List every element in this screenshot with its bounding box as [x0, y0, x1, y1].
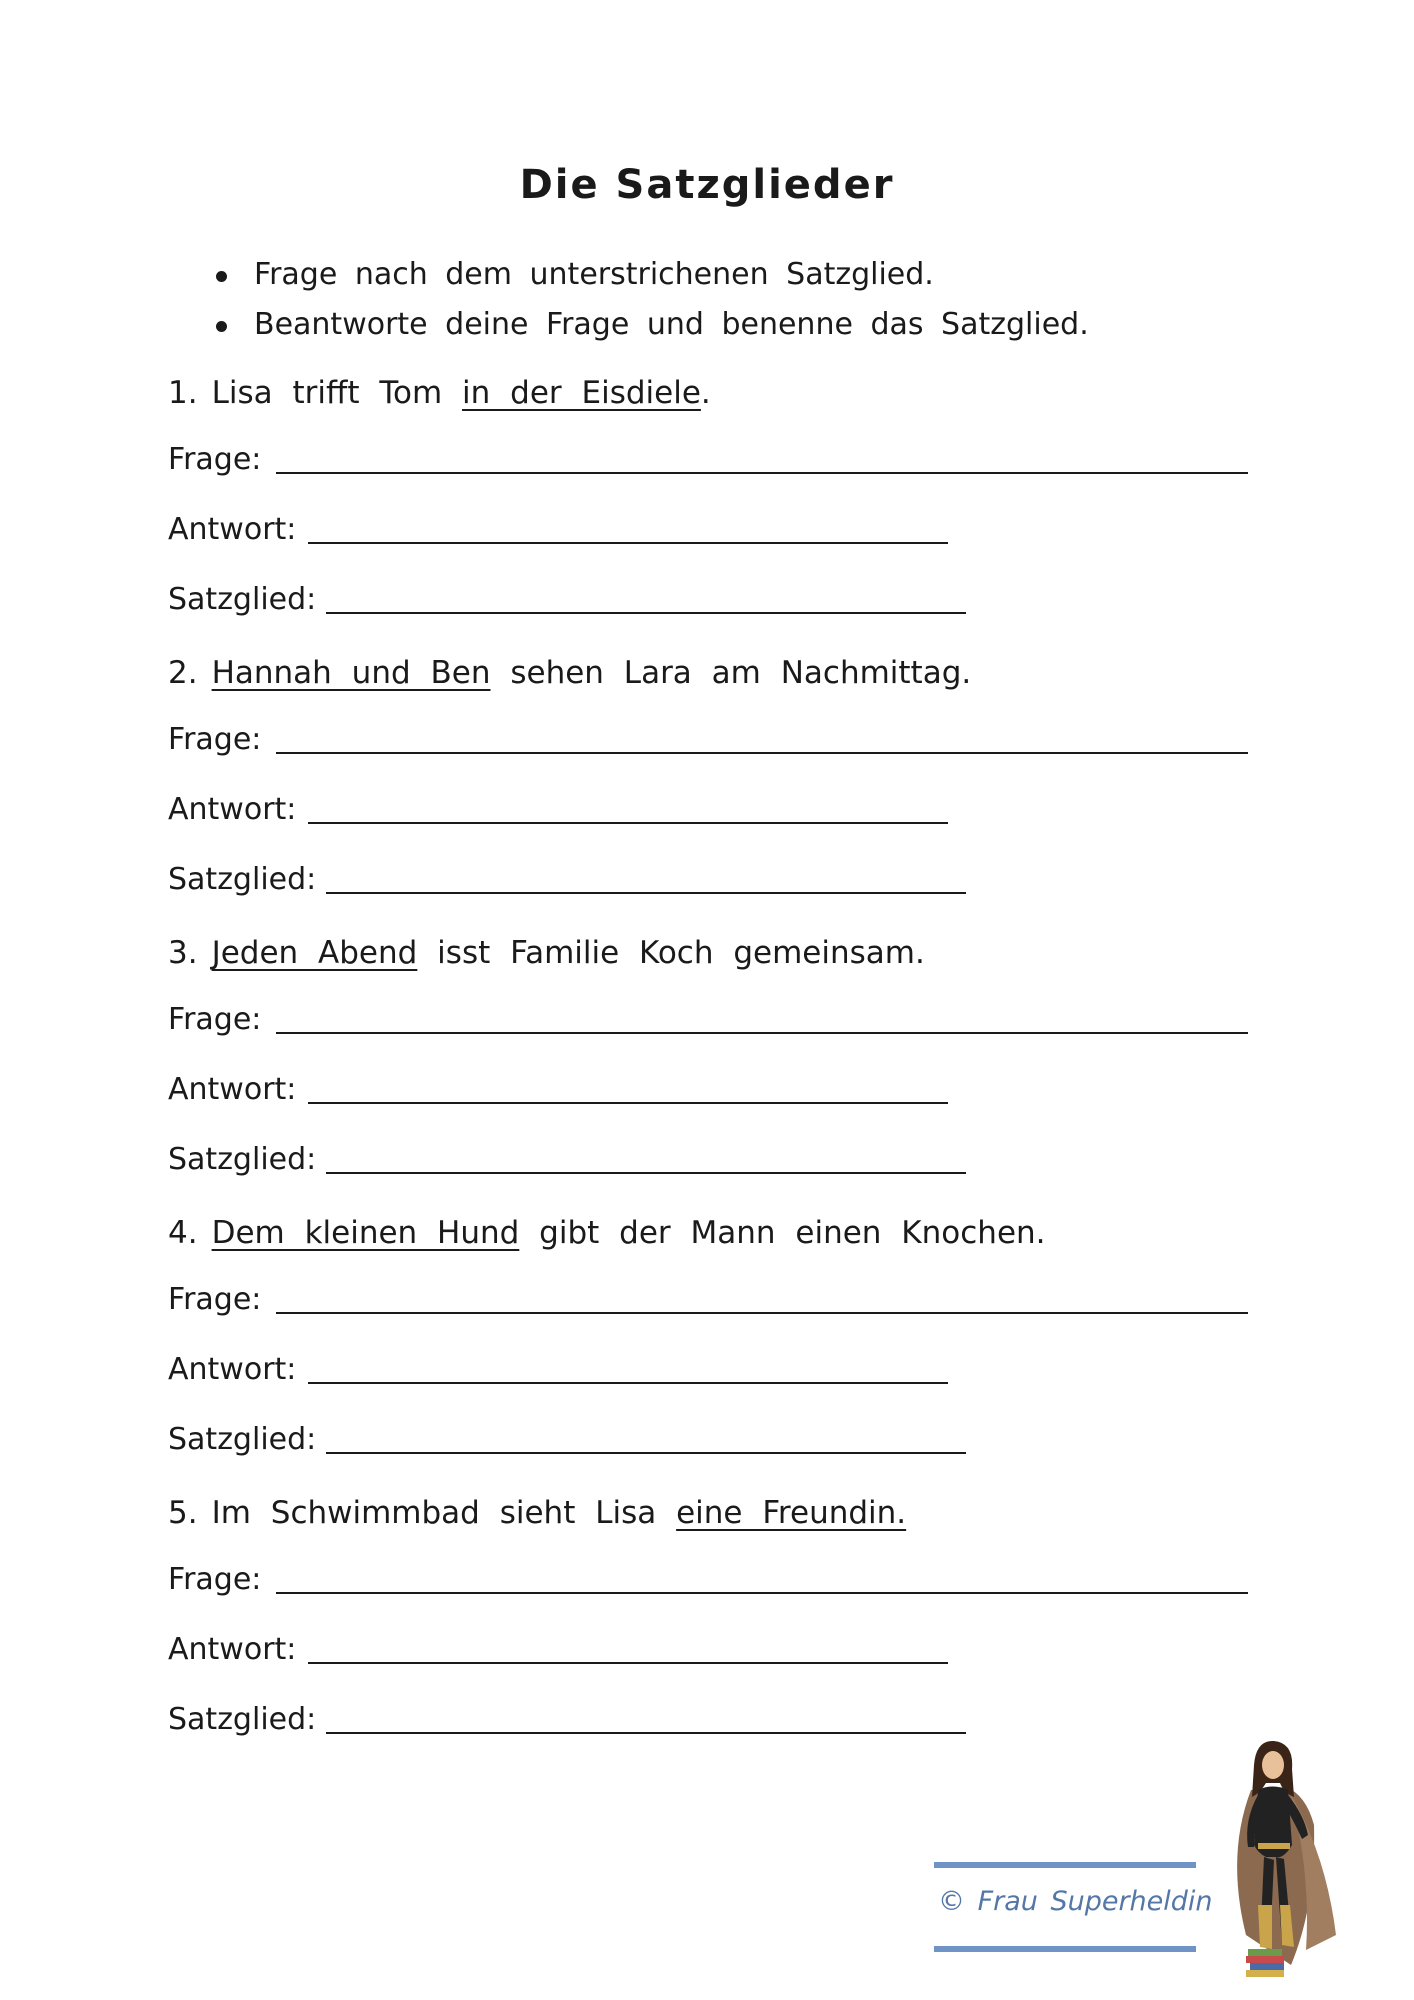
antwort-field[interactable]	[168, 1608, 1268, 1678]
antwort-label: Antwort:	[168, 512, 297, 547]
frage-answer-line[interactable]	[276, 1032, 1248, 1034]
task-sentence	[168, 928, 1268, 978]
underlined-phrase: Jeden Abend	[211, 935, 418, 971]
task-2	[168, 648, 1268, 908]
task-number: 1.	[168, 375, 198, 411]
underlined-phrase: Hannah und Ben	[211, 655, 491, 691]
antwort-label: Antwort:	[168, 1072, 297, 1107]
frage-label: Frage:	[168, 1562, 262, 1597]
frage-field[interactable]	[168, 698, 1268, 768]
antwort-label: Antwort:	[168, 792, 297, 827]
sentence-text: Lisa trifft Tom	[211, 375, 463, 411]
sentence-text: gibt der Mann einen Knochen.	[519, 1215, 1046, 1251]
antwort-answer-line[interactable]	[308, 822, 948, 824]
frage-field[interactable]	[168, 978, 1268, 1048]
satzglied-answer-line[interactable]	[326, 1452, 966, 1454]
accent-bar	[934, 1862, 1196, 1868]
frage-label: Frage:	[168, 1282, 262, 1317]
superheroine-illustration	[1196, 1735, 1346, 1985]
instruction-list	[210, 250, 1089, 350]
satzglied-label: Satzglied:	[168, 1142, 317, 1177]
frage-answer-line[interactable]	[276, 1312, 1248, 1314]
task-number: 3.	[168, 935, 198, 971]
satzglied-field[interactable]	[168, 558, 1268, 628]
frage-label: Frage:	[168, 722, 262, 757]
satzglied-answer-line[interactable]	[326, 892, 966, 894]
instruction-item: Frage nach dem unterstrichenen Satzglied.	[210, 250, 1089, 300]
antwort-answer-line[interactable]	[308, 1662, 948, 1664]
antwort-field[interactable]	[168, 768, 1268, 838]
sentence-text: sehen Lara am Nachmittag.	[490, 655, 972, 691]
instruction-item: Beantworte deine Frage und benenne das Satzglied.	[210, 300, 1089, 350]
sentence-text: Im Schwimmbad sieht Lisa	[211, 1495, 677, 1531]
satzglied-field[interactable]	[168, 838, 1268, 908]
sentence-text: .	[700, 375, 711, 411]
task-5	[168, 1488, 1268, 1748]
satzglied-field[interactable]	[168, 1118, 1268, 1188]
copyright-text: © Frau Superheldin	[938, 1886, 1213, 1917]
frage-answer-line[interactable]	[276, 1592, 1248, 1594]
task-3	[168, 928, 1268, 1188]
task-sentence	[168, 368, 1268, 418]
satzglied-label: Satzglied:	[168, 1702, 317, 1737]
frage-field[interactable]	[168, 418, 1268, 488]
sentence-text: isst Familie Koch gemeinsam.	[417, 935, 925, 971]
task-sentence	[168, 648, 1268, 698]
task-4	[168, 1208, 1268, 1468]
antwort-label: Antwort:	[168, 1352, 297, 1387]
frage-field[interactable]	[168, 1258, 1268, 1328]
accent-bar	[934, 1946, 1196, 1952]
task-number: 4.	[168, 1215, 198, 1251]
antwort-field[interactable]	[168, 488, 1268, 558]
satzglied-field[interactable]	[168, 1398, 1268, 1468]
task-1	[168, 368, 1268, 628]
frage-field[interactable]	[168, 1538, 1268, 1608]
frage-answer-line[interactable]	[276, 752, 1248, 754]
antwort-answer-line[interactable]	[308, 1382, 948, 1384]
underlined-phrase: eine Freundin.	[676, 1495, 907, 1531]
satzglied-answer-line[interactable]	[326, 1732, 966, 1734]
task-number: 5.	[168, 1495, 198, 1531]
satzglied-label: Satzglied:	[168, 862, 317, 897]
antwort-field[interactable]	[168, 1048, 1268, 1118]
satzglied-answer-line[interactable]	[326, 612, 966, 614]
antwort-answer-line[interactable]	[308, 542, 948, 544]
frage-label: Frage:	[168, 442, 262, 477]
satzglied-answer-line[interactable]	[326, 1172, 966, 1174]
antwort-field[interactable]	[168, 1328, 1268, 1398]
antwort-answer-line[interactable]	[308, 1102, 948, 1104]
frage-label: Frage:	[168, 1002, 262, 1037]
task-number: 2.	[168, 655, 198, 691]
antwort-label: Antwort:	[168, 1632, 297, 1667]
worksheet-title: Die Satzglieder	[519, 162, 895, 208]
satzglied-label: Satzglied:	[168, 1422, 317, 1457]
underlined-phrase: in der Eisdiele	[462, 375, 701, 411]
satzglied-field[interactable]	[168, 1678, 1268, 1748]
underlined-phrase: Dem kleinen Hund	[211, 1215, 520, 1251]
satzglied-label: Satzglied:	[168, 582, 317, 617]
frage-answer-line[interactable]	[276, 472, 1248, 474]
task-sentence	[168, 1488, 1268, 1538]
copyright-box	[934, 1862, 1213, 1952]
task-sentence	[168, 1208, 1268, 1258]
